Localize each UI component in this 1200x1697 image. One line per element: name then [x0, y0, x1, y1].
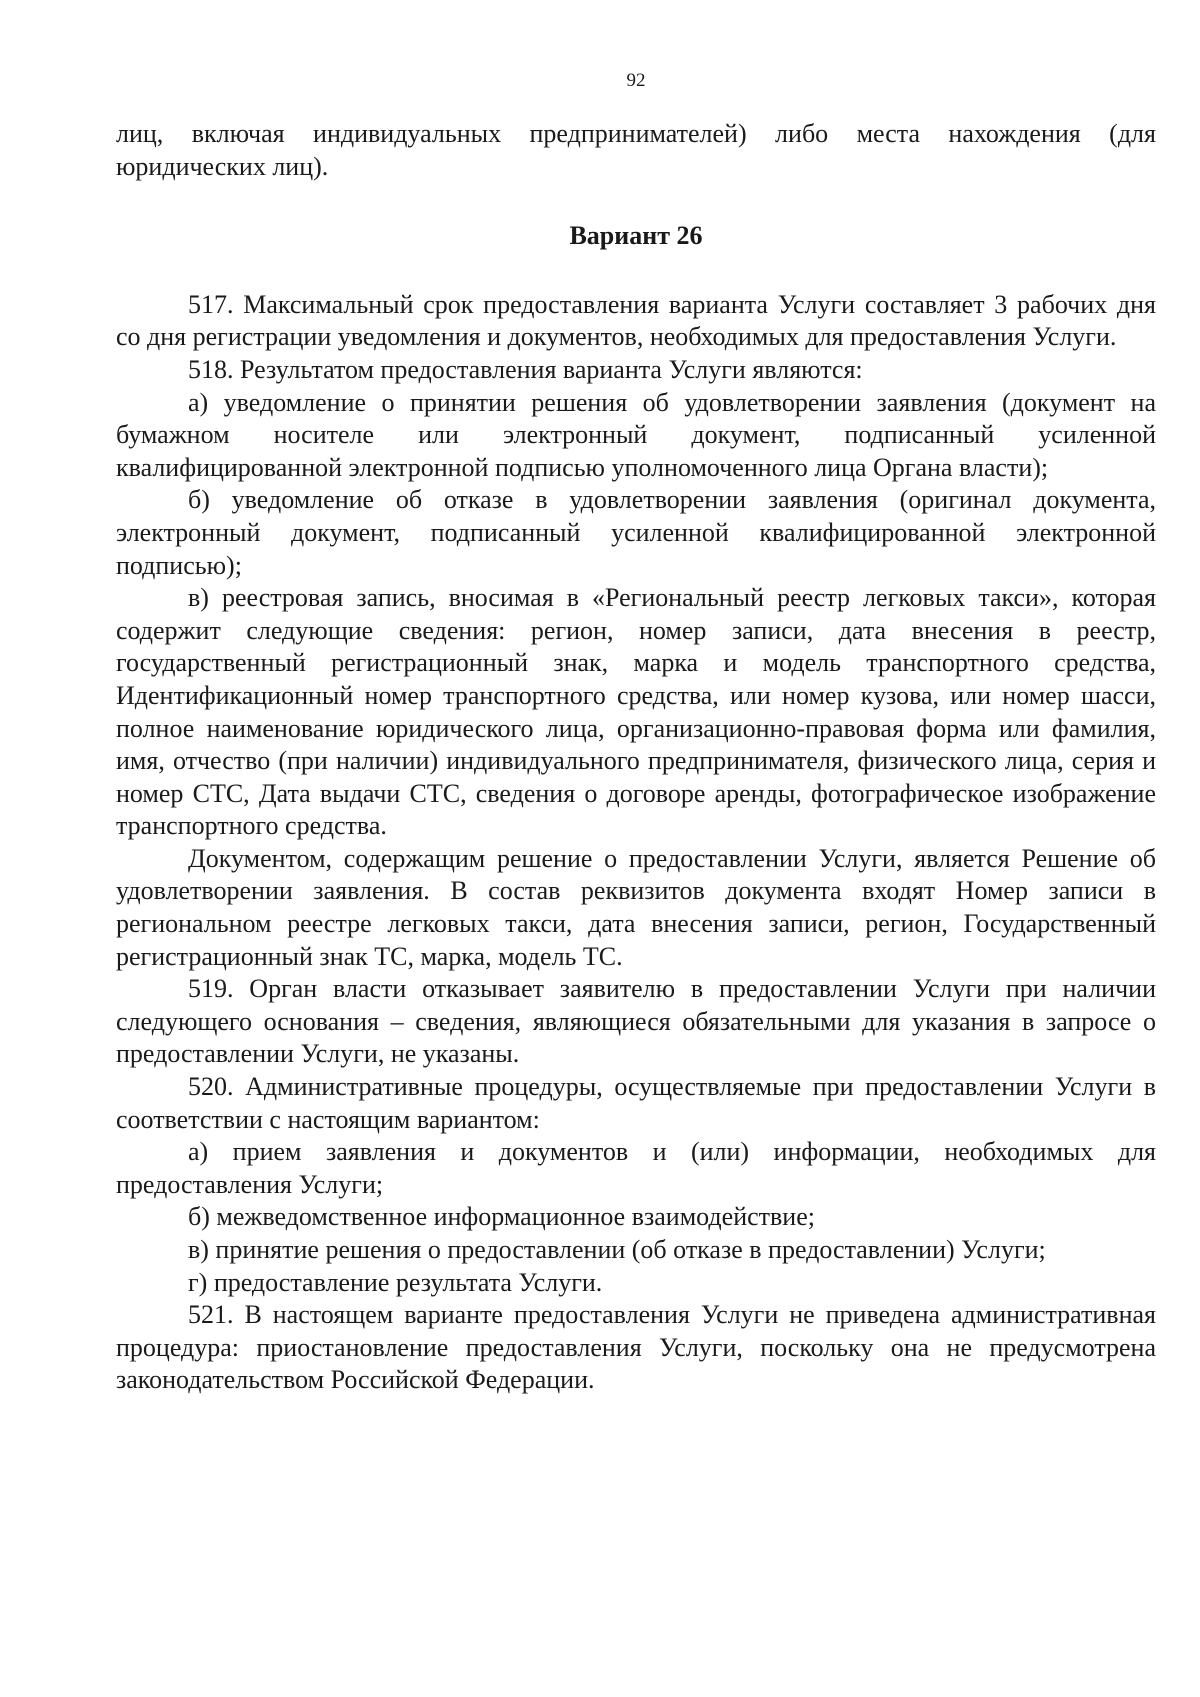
paragraph-519: 519. Орган власти отказывает заявителю в предоставлении Услуги при наличии следующего основания – сведения, являющиеся обязательными для указания в запросе о предоставлении Услуги, не указаны.	[116, 974, 1156, 1069]
list-item-520-b: б) межведомственное информационное взаимодействие;	[188, 1202, 815, 1232]
list-item-518-a: а) уведомление о принятии решения об удовлетворении заявления (документ на бумажном носителе или электронный документ, подписанный усиленной квалифицированной электронной подписью уполномоченного лица Органа власти);	[116, 387, 1156, 482]
paragraph-518: 518. Результатом предоставления варианта Услуги являются:	[188, 354, 863, 384]
document-body	[116, 118, 1156, 1397]
list-item-520-v: в) принятие решения о предоставлении (об отказе в предоставлении) Услуги;	[188, 1235, 1046, 1264]
paragraph-517: 517. Максимальный срок предоставления варианта Услуги составляет 3 рабочих дня со дня регистрации уведомления и документов, необходимых для предоставления Услуги.	[116, 289, 1156, 352]
list-item-518-v: в) реестровая запись, вносимая в «Региональный реестр легковых такси», которая содержит следующие сведения: регион, номер записи, дата внесения в реестр, государственный регистрационный знак, марка и модель транспортного средства, Идентификационный номер транспортного средства, или номер кузова, или номер шасси, полное наименование юридического лица, организационно-правовая форма или фамилия, имя, отчество (при наличии) индивидуального предпринимателя, физического лица, серия и номер СТС, Дата выдачи СТС, сведения о договоре аренды, фотографическое изображение транспортного средства.	[116, 583, 1156, 841]
list-item-518-b: б) уведомление об отказе в удовлетворении заявления (оригинал документа, электронный документ, подписанный усиленной квалифицированной электронной подписью);	[116, 485, 1156, 580]
continuation-paragraph: лиц, включая индивидуальных предпринимателей) либо места нахождения (для юридических лиц).	[116, 119, 1156, 181]
paragraph-520: 520. Административные процедуры, осуществляемые при предоставлении Услуги в соответствии с настоящим вариантом:	[116, 1072, 1156, 1134]
paragraph-decision-document: Документом, содержащим решение о предоставлении Услуги, является Решение об удовлетворении заявления. В состав реквизитов документа входят Номер записи в региональном реестре легковых такси, дата внесения записи, регион, Государственный регистрационный знак ТС, марка, модель ТС.	[116, 843, 1156, 971]
page-number: 92	[626, 70, 646, 91]
paragraph-521: 521. В настоящем варианте предоставления Услуги не приведена административная процедура: приостановление предоставления Услуги, поскольку она не предусмотрена законодательством Российской Федерации.	[116, 1300, 1156, 1395]
list-item-520-a: а) прием заявления и документов и (или) информации, необходимых для предоставления Услуги;	[116, 1137, 1156, 1199]
list-item-520-g: г) предоставление результата Услуги.	[188, 1267, 603, 1297]
section-heading: Вариант 26	[569, 221, 703, 251]
